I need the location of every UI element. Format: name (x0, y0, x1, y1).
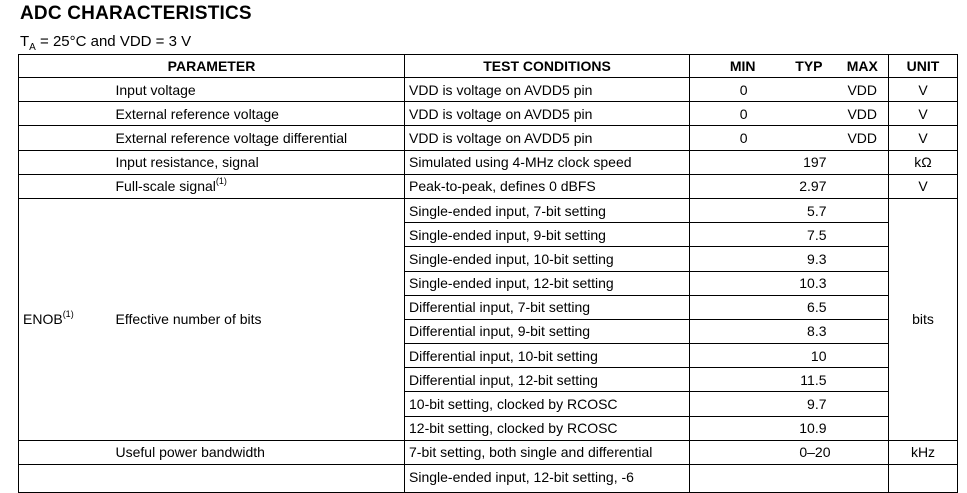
max-cell (837, 247, 889, 271)
typ-cell: 0–20 (770, 440, 837, 464)
typ-cell: 2.97 (770, 174, 837, 198)
min-cell (690, 247, 770, 271)
conditions-cell: Differential input, 12-bit setting (405, 368, 690, 392)
min-cell (690, 223, 770, 247)
parameter-cell: Effective number of bits (112, 198, 405, 440)
table-row (19, 198, 958, 222)
conditions-cell: Single-ended input, 10-bit setting (405, 247, 690, 271)
unit-cell: kΩ (889, 150, 958, 174)
max-cell (837, 271, 889, 295)
typ-cell: 5.7 (770, 198, 837, 222)
table-row (19, 78, 958, 102)
parameter-cell: Input voltage (112, 78, 405, 102)
min-cell (690, 174, 770, 198)
parameter-cell: Useful power bandwidth (112, 440, 405, 464)
max-cell: VDD (837, 126, 889, 150)
conditions-cell: 7-bit setting, both single and differential (405, 440, 690, 464)
max-cell (837, 416, 889, 440)
conditions-cell: Single-ended input, 9-bit setting (405, 223, 690, 247)
conditions-cell: Single-ended input, 7-bit setting (405, 198, 690, 222)
min-cell (690, 416, 770, 440)
max-cell (837, 368, 889, 392)
min-cell (690, 465, 770, 493)
typ-cell: 197 (770, 150, 837, 174)
parameter-cell: Full-scale signal$^{(1)}$ (112, 174, 405, 198)
conditions-cell: Single-ended input, 12-bit setting, -6 (405, 465, 690, 493)
min-cell (690, 392, 770, 416)
conditions-cell: Simulated using 4-MHz clock speed (405, 150, 690, 174)
min-cell (690, 295, 770, 319)
unit-cell: bits (889, 198, 958, 440)
symbol-cell (19, 150, 112, 174)
typ-cell: 10 (770, 344, 837, 368)
conditions-cell: VDD is voltage on AVDD5 pin (405, 102, 690, 126)
max-cell (837, 465, 889, 493)
header-min: MIN (690, 55, 770, 78)
typ-cell: 7.5 (770, 223, 837, 247)
max-cell (837, 319, 889, 343)
max-cell (837, 440, 889, 464)
symbol-cell (19, 174, 112, 198)
adc-characteristics-table (18, 54, 958, 493)
max-cell (837, 198, 889, 222)
unit-cell: V (889, 174, 958, 198)
unit-cell: V (889, 102, 958, 126)
header-parameter: PARAMETER (19, 55, 405, 78)
typ-cell: 8.3 (770, 319, 837, 343)
table-row (19, 174, 958, 198)
min-cell (690, 440, 770, 464)
typ-cell: 6.5 (770, 295, 837, 319)
header-max: MAX (837, 55, 889, 78)
typ-cell: 10.9 (770, 416, 837, 440)
max-cell (837, 174, 889, 198)
conditions-cell: VDD is voltage on AVDD5 pin (405, 126, 690, 150)
max-cell (837, 223, 889, 247)
header-unit: UNIT (889, 55, 958, 78)
max-cell (837, 295, 889, 319)
unit-cell: kHz (889, 440, 958, 464)
typ-cell: 9.3 (770, 247, 837, 271)
min-cell (690, 150, 770, 174)
typ-cell: 10.3 (770, 271, 837, 295)
max-cell (837, 392, 889, 416)
min-cell (690, 198, 770, 222)
typ-cell: 11.5 (770, 368, 837, 392)
parameter-cell: External reference voltage (112, 102, 405, 126)
symbol-cell (19, 440, 112, 464)
unit-cell (889, 465, 958, 493)
max-cell (837, 344, 889, 368)
conditions-cell: 10-bit setting, clocked by RCOSC (405, 392, 690, 416)
max-cell (837, 150, 889, 174)
max-cell: VDD (837, 78, 889, 102)
symbol-cell: ENOB$^{(1)}$ (19, 198, 112, 440)
conditions-cell: Differential input, 9-bit setting (405, 319, 690, 343)
header-test-conditions: TEST CONDITIONS (405, 55, 690, 78)
footnote-marker: (1) (62, 309, 74, 320)
conditions-cell: Differential input, 7-bit setting (405, 295, 690, 319)
parameter-cell (112, 465, 405, 493)
typ-cell (770, 126, 837, 150)
table-row (19, 126, 958, 150)
min-cell: 0 (690, 126, 770, 150)
symbol-cell (19, 78, 112, 102)
unit-cell: V (889, 78, 958, 102)
header-typ: TYP (770, 55, 837, 78)
typ-cell: 9.7 (770, 392, 837, 416)
min-cell (690, 319, 770, 343)
min-cell: 0 (690, 78, 770, 102)
parameter-cell: External reference voltage differential (112, 126, 405, 150)
typ-cell (770, 102, 837, 126)
table-row (19, 150, 958, 174)
symbol-cell (19, 126, 112, 150)
max-cell: VDD (837, 102, 889, 126)
parameter-cell: Input resistance, signal (112, 150, 405, 174)
conditions-cell: Peak-to-peak, defines 0 dBFS (405, 174, 690, 198)
typ-cell (770, 78, 837, 102)
table-row (19, 102, 958, 126)
page-title: ADC CHARACTERISTICS (20, 3, 252, 24)
min-cell (690, 271, 770, 295)
conditions-cell: VDD is voltage on AVDD5 pin (405, 78, 690, 102)
typ-cell (770, 465, 837, 493)
table-row-cut-off (19, 465, 958, 493)
unit-cell: V (889, 126, 958, 150)
conditions-cell: 12-bit setting, clocked by RCOSC (405, 416, 690, 440)
conditions-cell: Single-ended input, 12-bit setting (405, 271, 690, 295)
table-row (19, 440, 958, 464)
header-row (19, 55, 958, 78)
min-cell (690, 368, 770, 392)
min-cell (690, 344, 770, 368)
symbol-cell (19, 465, 112, 493)
footnote-marker: (1) (215, 176, 227, 187)
symbol-cell (19, 102, 112, 126)
min-cell: 0 (690, 102, 770, 126)
conditions-subtitle: $T_A = 25^\circ C$ and VDD = 3 V (20, 33, 192, 53)
conditions-cell: Differential input, 10-bit setting (405, 344, 690, 368)
